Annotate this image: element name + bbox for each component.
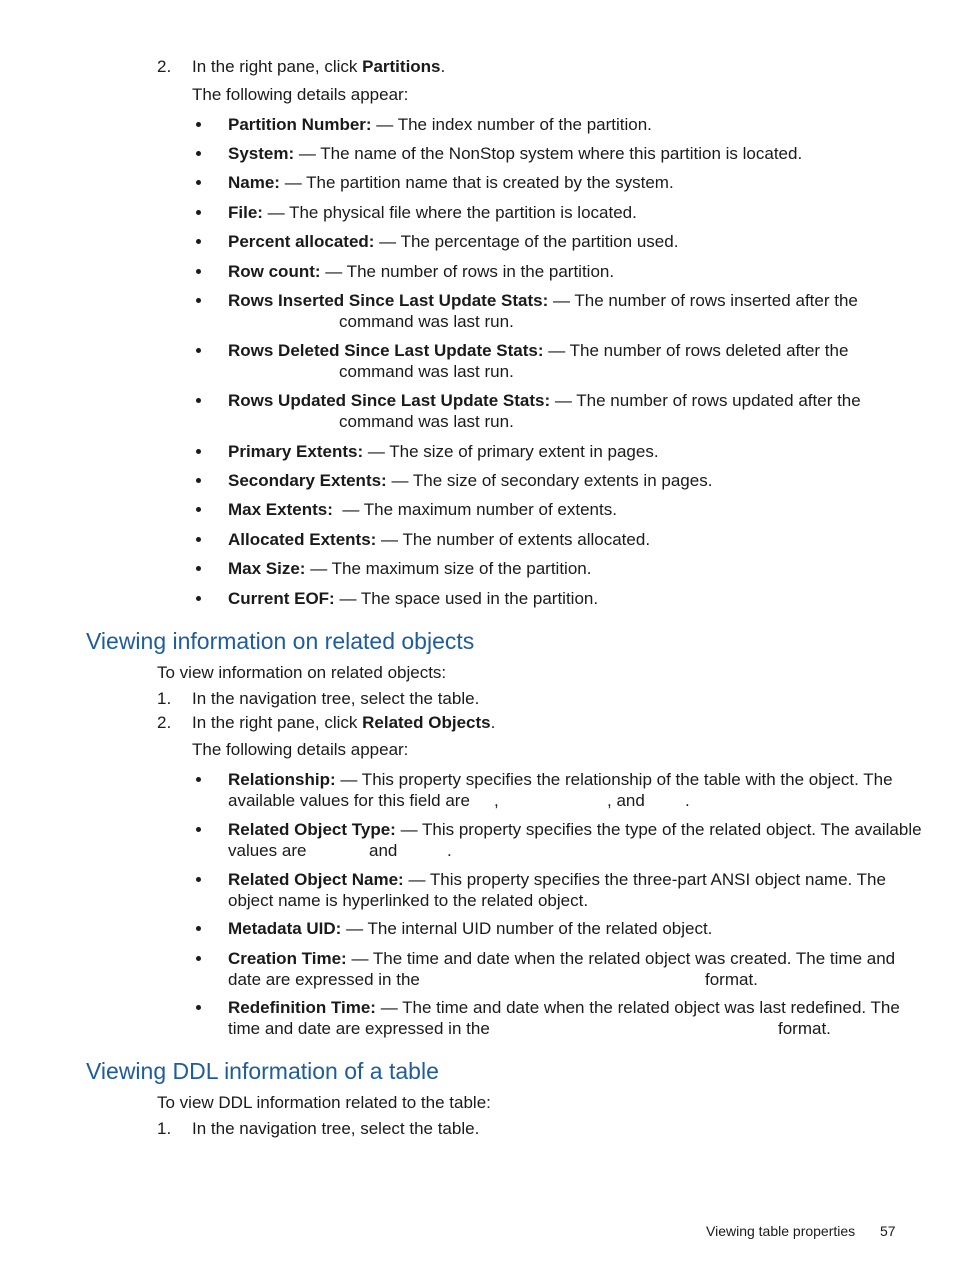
item-label: Rows Deleted Since Last Update Stats: <box>228 341 544 360</box>
list-item <box>228 819 922 840</box>
section-intro: To view DDL information related to the table: <box>157 1093 491 1112</box>
bullet-icon <box>196 827 201 832</box>
item-text: — The time and date when the related object was created. The time and <box>346 949 896 968</box>
list-item <box>228 261 614 282</box>
list-item <box>228 114 652 135</box>
bullet-icon <box>196 348 201 353</box>
details-intro: The following details appear: <box>192 740 409 759</box>
item-continuation: command was last run. <box>339 312 514 331</box>
bullet-icon <box>196 1005 201 1010</box>
bullet-icon <box>196 596 201 601</box>
item-label: File: <box>228 203 263 222</box>
item-label: Percent allocated: <box>228 232 375 251</box>
item-label: Allocated Extents: <box>228 530 377 549</box>
list-item <box>228 588 598 609</box>
item-label: Primary Extents: <box>228 442 364 461</box>
item-label: Rows Updated Since Last Update Stats: <box>228 391 551 410</box>
item-text: — The index number of the partition. <box>371 115 652 134</box>
list-item <box>228 529 650 550</box>
item-text: — The number of rows updated after the <box>550 391 861 410</box>
list-item <box>228 769 893 790</box>
item-label: Related Object Name: <box>228 870 404 889</box>
item-continuation: command was last run. <box>339 362 514 381</box>
item-text: — The number of rows inserted after the <box>548 291 858 310</box>
list-item <box>228 499 617 520</box>
item-text: — This property specifies the relationship of the table with the object. The <box>335 770 893 789</box>
bullet-icon <box>196 877 201 882</box>
list-item <box>228 948 895 969</box>
item-label: Name: <box>228 173 280 192</box>
list-item <box>228 558 591 579</box>
item-text: — The space used in the partition. <box>334 589 599 608</box>
step-number: 2. <box>157 57 172 76</box>
details-intro: The following details appear: <box>192 85 409 104</box>
bullet-icon <box>196 478 201 483</box>
list-item <box>228 340 848 361</box>
item-continuation: time and date are expressed in the <box>228 1019 490 1038</box>
step-text <box>192 712 495 733</box>
step-text: In the navigation tree, select the table. <box>192 689 480 708</box>
list-item <box>228 918 712 939</box>
step-number: 1. <box>157 1119 172 1138</box>
bullet-icon <box>196 777 201 782</box>
item-text: — The number of extents allocated. <box>376 530 651 549</box>
step-text-main: In the right pane, click <box>192 713 358 732</box>
footer-title: Viewing table properties <box>706 1223 856 1239</box>
section-heading-related-objects: Viewing information on related objects <box>86 628 475 654</box>
item-text: — The maximum size of the partition. <box>305 559 592 578</box>
item-continuation: . <box>447 841 452 860</box>
list-item <box>228 143 802 164</box>
item-continuation: object name is hyperlinked to the related object. <box>228 891 589 910</box>
item-continuation: format. <box>705 970 758 989</box>
item-continuation: date are expressed in the <box>228 970 420 989</box>
list-item <box>228 869 886 890</box>
list-item <box>228 470 712 491</box>
step-text <box>192 56 445 77</box>
item-label: System: <box>228 144 295 163</box>
item-continuation: command was last run. <box>339 412 514 431</box>
list-item <box>228 997 900 1018</box>
bullet-icon <box>196 151 201 156</box>
list-item <box>228 172 674 193</box>
item-text: — The physical file where the partition is located. <box>262 203 637 222</box>
item-continuation: values are <box>228 841 307 860</box>
item-label: Related Object Type: <box>228 820 396 839</box>
section-heading-ddl: Viewing DDL information of a table <box>86 1058 439 1084</box>
bullet-icon <box>196 398 201 403</box>
list-item <box>228 390 861 411</box>
item-label: Partition Number: <box>228 115 372 134</box>
bullet-icon <box>196 298 201 303</box>
item-text: — This property specifies the type of the related object. The available <box>395 820 922 839</box>
bullet-icon <box>196 956 201 961</box>
item-label: Redefinition Time: <box>228 998 376 1017</box>
bullet-icon <box>196 122 201 127</box>
section-intro: To view information on related objects: <box>157 663 447 682</box>
item-continuation: format. <box>778 1019 831 1038</box>
item-text: — The partition name that is created by the system. <box>279 173 674 192</box>
bullet-icon <box>196 566 201 571</box>
bullet-icon <box>196 926 201 931</box>
step-text: In the navigation tree, select the table. <box>192 1119 480 1138</box>
bullet-icon <box>196 239 201 244</box>
bullet-icon <box>196 180 201 185</box>
list-item <box>228 202 637 223</box>
item-continuation: , and <box>607 791 645 810</box>
list-item <box>228 441 659 462</box>
item-text: — This property specifies the three-part ANSI object name. The <box>403 870 886 889</box>
item-text: — The internal UID number of the related object. <box>341 919 713 938</box>
list-item <box>228 290 858 311</box>
bullet-icon <box>196 210 201 215</box>
item-text: — The maximum number of extents. <box>332 500 617 519</box>
item-text: — The time and date when the related object was last redefined. The <box>375 998 900 1017</box>
step-number: 2. <box>157 713 172 732</box>
item-text: — The size of secondary extents in pages. <box>386 471 713 490</box>
bullet-icon <box>196 507 201 512</box>
step-bold-term: Partitions <box>362 57 441 76</box>
step-bold-term: Related Objects <box>362 713 491 732</box>
step-text-main: In the right pane, click <box>192 57 358 76</box>
item-label: Relationship: <box>228 770 336 789</box>
bullet-icon <box>196 269 201 274</box>
page-number: 57 <box>880 1223 896 1239</box>
step-text-end: . <box>440 57 446 76</box>
item-label: Metadata UID: <box>228 919 342 938</box>
item-label: Rows Inserted Since Last Update Stats: <box>228 291 549 310</box>
item-continuation: . <box>685 791 690 810</box>
bullet-icon <box>196 449 201 454</box>
item-continuation: , <box>494 791 499 810</box>
step-text-end: . <box>490 713 496 732</box>
item-text: — The name of the NonStop system where this partition is located. <box>294 144 803 163</box>
item-text: — The number of rows deleted after the <box>543 341 849 360</box>
item-label: Max Size: <box>228 559 306 578</box>
item-label: Row count: <box>228 262 321 281</box>
item-label: Current EOF: <box>228 589 335 608</box>
bullet-icon <box>196 537 201 542</box>
item-label: Secondary Extents: <box>228 471 387 490</box>
item-continuation: and <box>369 841 398 860</box>
item-text: — The number of rows in the partition. <box>320 262 615 281</box>
item-continuation: available values for this field are <box>228 791 470 810</box>
item-text: — The percentage of the partition used. <box>374 232 679 251</box>
item-text: — The size of primary extent in pages. <box>363 442 659 461</box>
step-number: 1. <box>157 689 172 708</box>
item-label: Max Extents: <box>228 500 333 519</box>
item-label: Creation Time: <box>228 949 347 968</box>
list-item <box>228 231 678 252</box>
